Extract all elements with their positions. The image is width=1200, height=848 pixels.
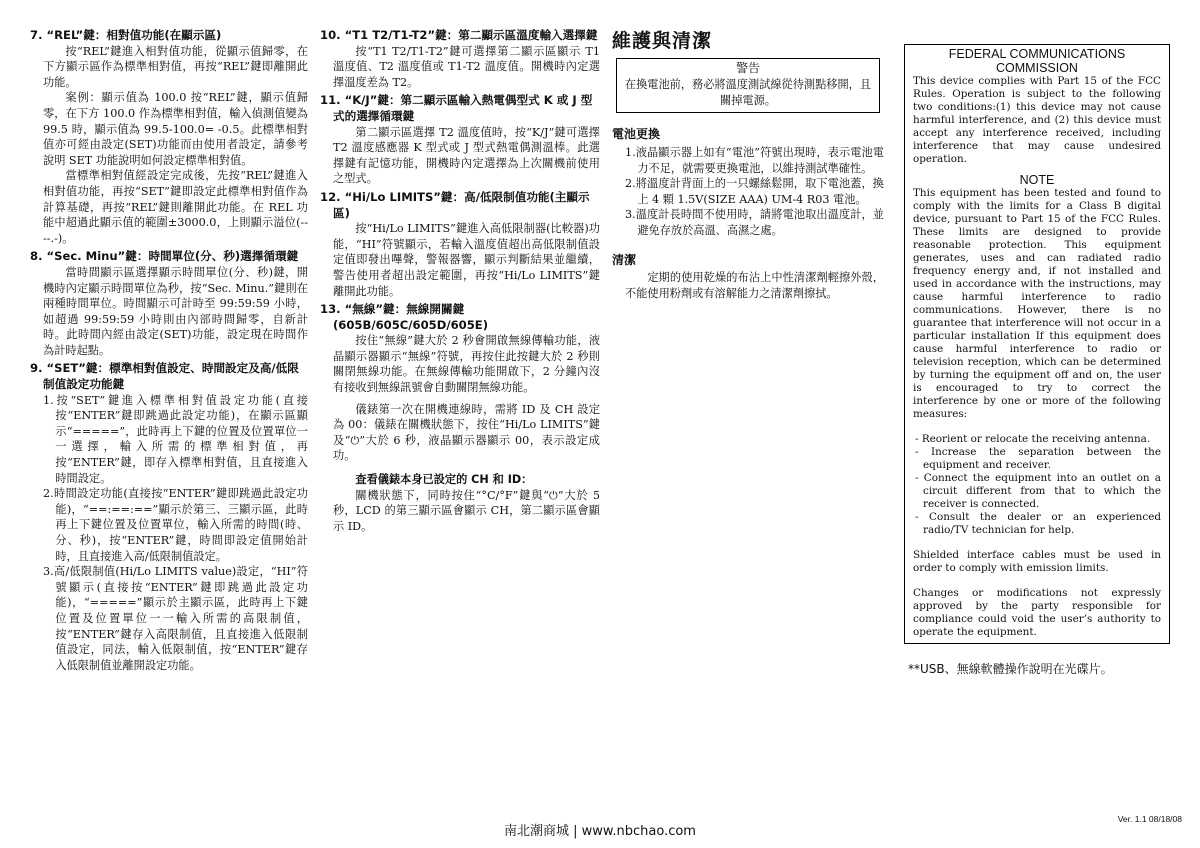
footer-watermark: 南北潮商城 | www.nbchao.com [504,824,696,839]
paragraph: 儀錶第一次在開機連線時，需將 ID 及 CH 設定為 00：儀錶在關機狀態下，按住“Hi/Lo LIMITS”鍵及“⏻”大於 6 秒，液晶顯示器顯示 00，表示設定成功。 [333,402,600,463]
section-kj [320,93,600,187]
fcc-paragraph: This equipment has been tested and found to comply with the limits for a Class B digital device, pursuant to Part 15 of the FCC Rules. These limits are designed to provide reasonable protection. This equipment generates, uses and can radiated radio frequency energy and, if not installed and used in accordance with the instructions, may cause harmful interference to radio communications. However, there is no guarantee that interference will not occur in a particular installation If this equipment does cause harmful interference to radio or television reception, which can be determined by turning the equipment off and on, the user is encouraged to try to correct the interference by one or more of the following measures: [913,187,1161,420]
section-title-hi-lo: 12. “Hi/Lo LIMITS”鍵：高/低限制值功能(主顯示區) [320,189,590,220]
paragraph: 第二顯示區選擇 T2 溫度值時，按“K/J”鍵可選擇 T2 溫度感應器 K 型式或 J 型式熱電偶測溫棒。此選擇鍵有記憶功能，開機時內定選擇為上次關機前使用之型式。 [333,125,600,186]
section-title-sec-minu: 8. “Sec. Minu”鍵：時間單位(分、秒)選擇循環鍵 [30,249,299,264]
cleaning-title: 清潔 [612,252,637,267]
fcc-bullet: - Increase the separation between the equipment and receiver. [915,446,1161,471]
paragraph: 案例：顯示值為 100.0 按“REL”鍵，顯示值歸零，在下方 100.0 作為標準相對值，輸入偵測值變為 99.5 時，顯示值為 99.5-100.0= -0.5。此標準相對值亦可經由設定(SET)功能而由使用者設定，請參考說明 SET 功能說明如何設定標準相對值。 [43,91,308,167]
version-label: Ver. 1.1 08/18/08 [1117,814,1182,824]
battery-title: 電池更換 [612,127,661,142]
paragraph: 按“REL”鍵進入相對值功能，從顯示值歸零，在下方顯示區作為標準相對值，再按“REL”鍵即離開此功能。 [43,44,308,89]
column-1 [30,28,308,676]
section-sec-minu [30,249,308,358]
fcc-box [904,44,1170,644]
maintenance-title: 維護與清潔 [612,30,713,52]
paragraph: 當標準相對值經設定完成後，先按“REL”鍵進入相對值功能，再按“SET”鍵即設定此標準相對值作為計算基礎，再按“REL”鍵則離開此功能。在 REL 功能中超過此顯示值的範圍±3000.0，上則顯示溢位(----.-)。 [43,169,308,245]
fcc-bullet: - Connect the equipment into an outlet on a circuit different from that to which the receiver is connected. [915,472,1161,510]
list-item: 1.液晶顯示器上如有“電池”符號出現時，表示電池電力不足，就需要更換電池，以維持測試準確性。 [625,145,884,175]
section-title-kj: 11. “K/J”鍵：第二顯示區輸入熱電偶型式 K 或 J 型式的選擇循環鍵 [320,93,593,123]
list-item: 3.高/低限制值(Hi/Lo LIMITS value)設定，“HI”符號顯示(直接按“ENTER”鍵即跳過此設定功能)，“=====”顯示於主顯示區，此時再上下鍵位置及位置單位一一輸入所需的高限制值，按“ENTER”鍵存入高限制值，且直接進入低限制值設定，同法，輸入低限制值，按“ENTER”鍵存入低限制值並離開設定功能。 [43,565,308,672]
paragraph: 按住“無線”鍵大於 2 秒會開啟無線傳輸功能，液晶顯示器顯示“無線”符號，再按住此按鍵大於 2 秒則關閉無線功能。在無線傳輸功能開啟下，2 分鐘內沒有接收到無線訊號會自動關閉無線功能。 [333,334,600,395]
fcc-bullet-list [913,433,1161,537]
section-hi-lo [320,190,600,299]
warning-text: 在換電池前，務必將溫度測試線從待測點移開，且關掉電源。 [624,78,872,107]
fcc-paragraph: Shielded interface cables must be used in order to comply with emission limits. [913,549,1161,574]
section-title-set: 9. “SET”鍵：標準相對值設定、時間設定及高/低限制值設定功能鍵 [30,361,299,392]
fcc-bullet: - Reorient or relocate the receiving antenna. [915,433,1151,445]
section-title-t1-t2: 10. “T1 T2/T1-T2”鍵：第二顯示區溫度輸入選擇鍵 [320,28,598,42]
column-4 [904,44,1170,678]
column-3 [612,28,884,301]
section-ch-id [320,472,600,534]
fcc-title-2: COMMISSION [996,61,1078,75]
fcc-paragraph: Changes or modifications not expressly approved by the party responsible for compliance could void the user’s authority to operate the equipment. [913,587,1161,638]
subsection-title: 查看儀錶本身已設定的 CH 和 ID： [355,473,533,487]
fcc-paragraph: This device complies with Part 15 of the FCC Rules. Operation is subject to the following two conditions:(1) this device may not cause harmful interference, and (2) this device must accept any interference received, including interference that may cause undesired operation. [913,75,1161,165]
paragraph: 按“T1 T2/T1-T2”鍵可選擇第二顯示區顯示 T1 溫度值、T2 溫度值或 T1-T2 溫度值。開機時內定選擇溫度差為 T2。 [333,44,600,89]
paragraph: 當時間顯示區選擇顯示時間單位(分、秒)鍵，開機時內定顯示時間單位為秒，按“Sec. Minu.”鍵則在兩種時間單位。時間顯示可計時至 99:59:59 小時，如超過 99:59:59 小時則由內部時間歸零，自新計時。此時間內經由設定(SET)功能，設定現在時間作為計時起點。 [43,265,308,357]
list-item: 1.按“SET”鍵進入標準相對值設定功能(直接按“ENTER”鍵即跳過此設定功能)，在顯示區顯示“=====”，此時再上下鍵的位置及位置單位一一選擇，輸入所需的標準相對值，再按“ENTER”鍵，即存入標準相對值，且直接進入時間設定。 [43,393,308,485]
fcc-bullet: - Consult the dealer or an experienced radio/TV technician for help. [915,511,1161,536]
section-set [30,361,308,673]
list-item: 2.將溫度計背面上的一只螺絲鬆開，取下電池蓋，換上 4 顆 1.5V(SIZE AAA) UM-4 R03 電池。 [625,177,884,206]
list-item: 2.時間設定功能(直接按“ENTER”鍵即跳過此設定功能)，“==:==:==”顯示於第三、三顯示區，此時再上下鍵位置及位置單位，輸入所需的時間(時、分、秒)，按“ENTER”鍵，時間即設定值開始計時，且直接進入高/低限制值設定。 [43,487,308,563]
section-title-rel: 7. “REL”鍵：相對值功能(在顯示區) [30,28,222,42]
list-item: 3.溫度計長時間不使用時，請將電池取出溫度計，並避免存放於高溫、高濕之處。 [625,208,884,237]
column-2 [320,28,600,537]
paragraph: 按“Hi/Lo LIMITS”鍵進入高低限制器(比較器)功能，“HI”符號顯示，若輸入溫度值超出高低限制值設定值即發出嗶聲，警報器響，顯示判斷結果並繼續，警告使用者超出設定範圍，再按“Hi/Lo LIMITS”鍵離開此功能。 [333,222,600,298]
warning-box [616,58,880,114]
paragraph: 關機狀態下，同時按住“°C/°F”鍵與“⏻”大於 5 秒，LCD 的第三顯示區會顯示 CH，第二顯示區會顯示 ID。 [333,488,600,533]
section-wireless [320,302,600,464]
cleaning-text: 定期的使用乾燥的布沾上中性清潔劑輕擦外殼，不能使用粉劑或有溶解能力之清潔劑擦拭。 [625,271,884,300]
usb-note: **USB、無線軟體操作說明在光碟片。 [908,662,1113,676]
fcc-title: FEDERAL COMMUNICATIONS [948,47,1126,61]
note-title: NOTE [1019,173,1055,187]
warning-title: 警告 [735,60,760,75]
section-title-wireless: 13. “無線”鍵：無線開關鍵(605B/605C/605D/605E) [320,302,488,332]
section-t1-t2 [320,28,600,90]
section-rel [30,28,308,246]
